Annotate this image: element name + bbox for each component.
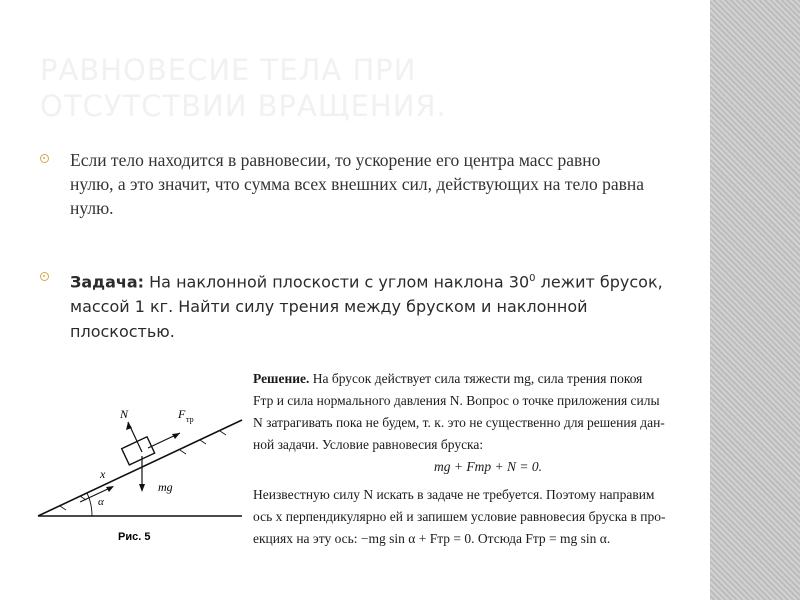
task-label: Задача: [70, 272, 145, 292]
bullet-ring-icon [40, 272, 49, 281]
bullet-text: Если тело находится в равновесии, то ускорение его центра масс равно нулю, а это значит, что сумма всех внешних сил, действующих на тело равна нулю. [70, 150, 645, 218]
solution-heading: Решение. [253, 371, 310, 386]
inclined-plane-figure [30, 388, 250, 548]
label-x: x [100, 467, 106, 481]
solution-line-7: екциях на эту ось: −mg sin α + Fтр = 0. Отсюда Fтр = mg sin α. [253, 531, 611, 546]
solution-line-2: Fтр и сила нормального давления N. Вопрос о точке приложения силы [253, 393, 660, 408]
solution-block [253, 368, 723, 550]
figure-caption: Рис. 5 [118, 531, 151, 543]
task-text-b: лежит брусок, массой 1 кг. Найти силу трения между бруском и наклонной плоскостью. [70, 272, 663, 342]
label-F-sub: тр [186, 415, 194, 424]
title-line-1: РАВНОВЕСИЕ ТЕЛА ПРИ [40, 53, 417, 87]
equilibrium-equation: mg + Fтр + N = 0. [434, 459, 542, 474]
bullet-equilibrium-statement [48, 148, 648, 220]
solution-line-4: ной задачи. Условие равновесия бруска: [253, 437, 484, 452]
label-F: F [178, 407, 186, 421]
slide-title [40, 52, 660, 124]
title-line-2: ОТСУТСТВИИ ВРАЩЕНИЯ. [40, 89, 447, 123]
block [122, 437, 155, 465]
solution-line-1 [253, 368, 723, 390]
task-text [70, 266, 668, 344]
label-N: N [120, 407, 129, 421]
incline-line [38, 420, 242, 516]
solution-line-5: Неизвестную силу N искать в задаче не требуется. Поэтому направим [253, 487, 655, 502]
solution-line-6: ось x перпендикулярно ей и запишем условие равновесия бруска в про- [253, 509, 666, 524]
bullet-task [48, 266, 668, 344]
solution-line-3: N затрагивать пока не будем, т. к. это не существенно для решения дан- [253, 415, 665, 430]
label-mg: mg [158, 480, 173, 494]
decorative-side-panel [710, 0, 800, 600]
bullet-ring-icon [40, 154, 49, 163]
label-alpha: α [98, 496, 104, 508]
solution-line-1-text: На брусок действует сила тяжести mg, сила трения покоя [309, 371, 643, 386]
degree-sup: 0 [529, 273, 536, 284]
task-text-a: На наклонной плоскости с углом наклона 30 [144, 272, 530, 292]
